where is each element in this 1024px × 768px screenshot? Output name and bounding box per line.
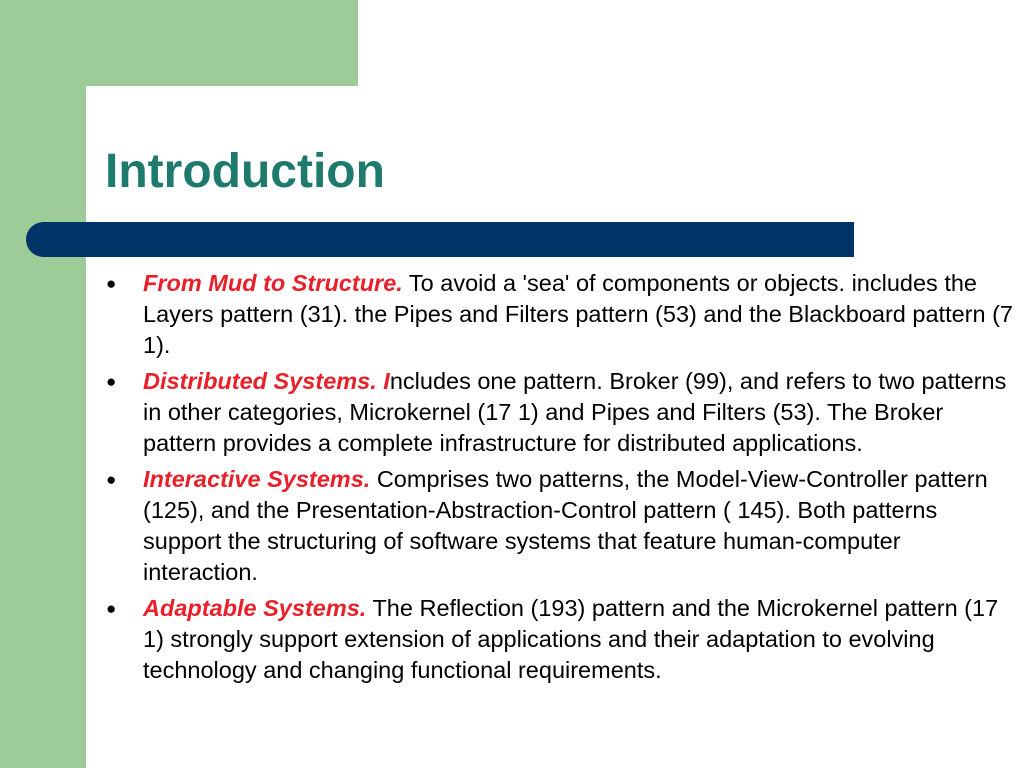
bullet-icon: ● [106,274,117,293]
bullet-text: The Reflection (193) pattern and the Microkernel pattern (17 1) strongly support extension of applications and their adaptation to evolving technology and changing functional requirements. [143,595,999,683]
slide-title: Introduction [105,145,385,198]
title-underline-bar [26,222,854,257]
bullet-icon: ● [106,599,117,618]
bullet-heading: Adaptable Systems. [143,595,367,621]
bullet-item-mud-to-structure [104,268,1016,361]
bullet-icon: ● [106,372,117,391]
bullet-heading: Distributed Systems. I [143,368,390,394]
bullet-text: ncludes one pattern. Broker (99), and refers to two patterns in other categories, Microkernel (17 1) and Pipes and Filters (53). The Broker pattern provides a complete infrastructure for distributed applications. [143,368,1007,456]
bullet-item-interactive-systems [104,464,1016,588]
bullet-item-distributed-systems [104,366,1016,459]
bullet-heading: Interactive Systems. [143,466,371,492]
bullet-list [104,268,1016,691]
bullet-text: Comprises two patterns, the Model-View-Controller pattern (125), and the Presentation-Abstraction-Control pattern ( 145). Both patterns support the structuring of software systems that feature human-computer interaction. [143,466,988,585]
bullet-heading: From Mud to Structure. [143,270,403,296]
green-header-block [0,0,358,86]
bullet-item-adaptable-systems [104,593,1016,686]
bullet-text: To avoid a 'sea' of components or objects. includes the Layers pattern (31). the Pipes and Filters pattern (53) and the Blackboard pattern (7 1). [143,270,1013,358]
green-sidebar [0,0,86,768]
bullet-icon: ● [106,470,117,489]
